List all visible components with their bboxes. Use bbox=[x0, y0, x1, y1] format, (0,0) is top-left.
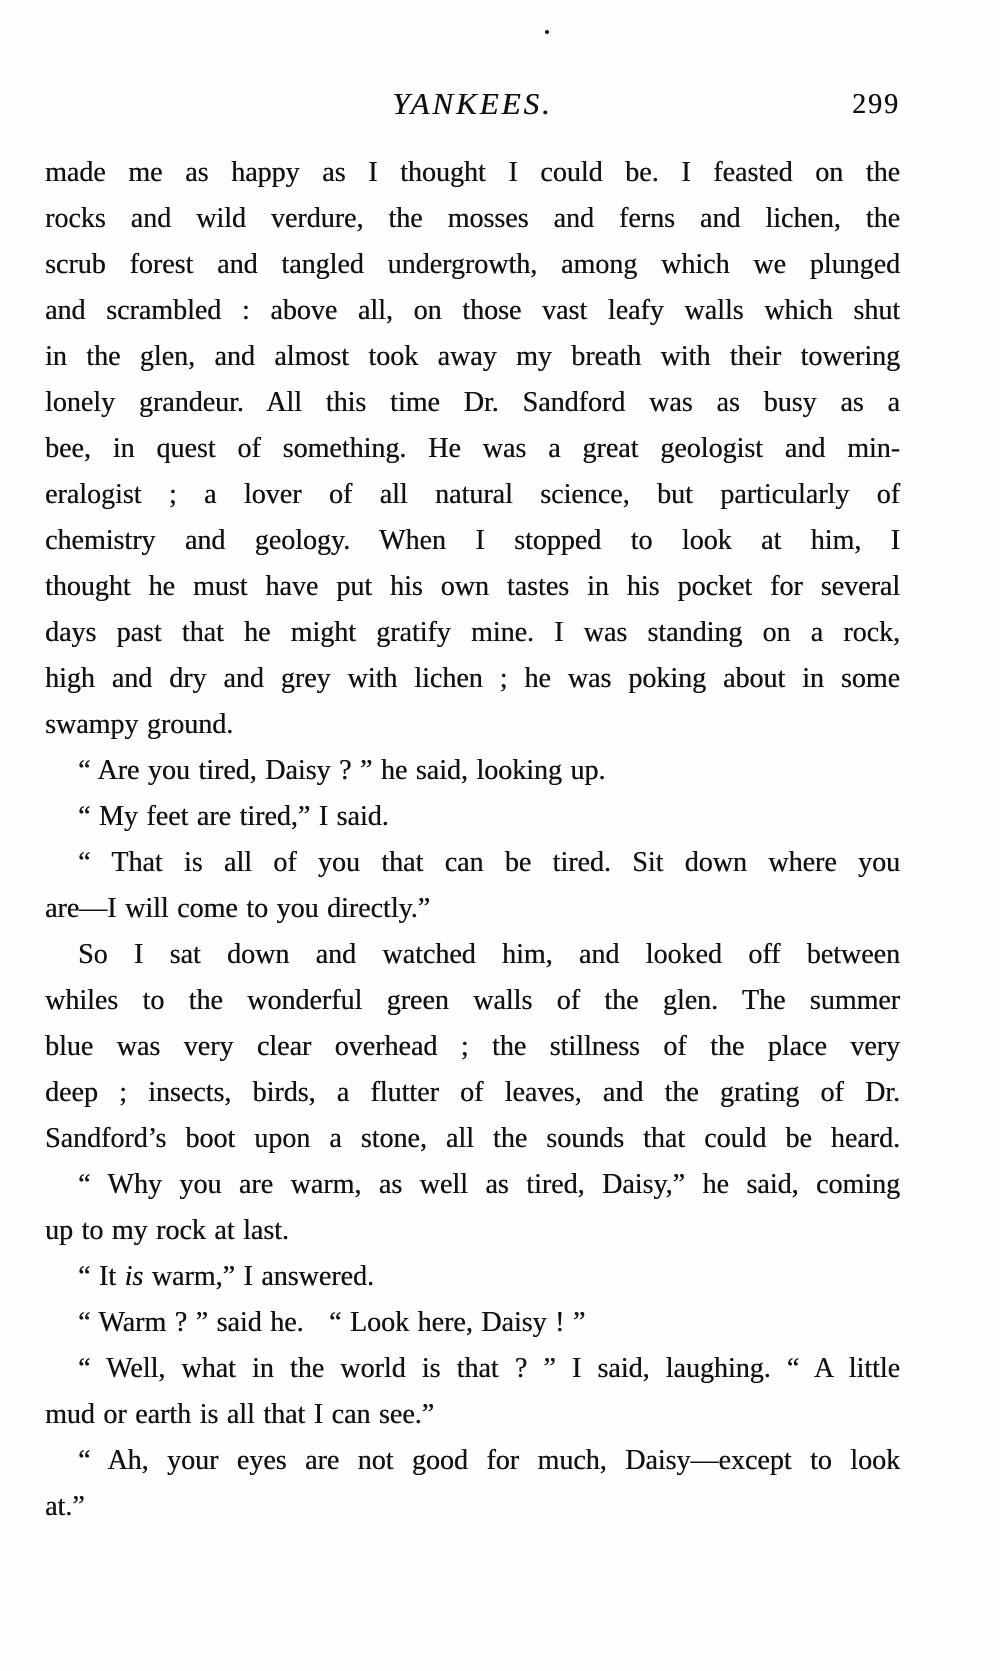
text-line: “ Are you tired, Daisy ? ” he said, looking up. bbox=[78, 755, 606, 786]
text-line: So I sat down and watched him, and looked off between bbox=[78, 939, 900, 970]
text-line: are—I will come to you directly.” bbox=[45, 893, 431, 924]
text-line: “ Warm ? ” said he. “ Look here, Daisy ! ” bbox=[78, 1307, 586, 1338]
text-line: “ Well, what in the world is that ? ” I said, laughing. “ A little bbox=[78, 1353, 900, 1384]
text-line: scrub forest and tangled undergrowth, among which we plunged bbox=[45, 249, 900, 280]
text-line: “ Why you are warm, as well as tired, Daisy,” he said, coming bbox=[78, 1169, 900, 1200]
text-line: chemistry and geology. When I stopped to look at him, I bbox=[45, 525, 900, 556]
running-header-title: YANKEES. bbox=[392, 86, 553, 121]
text-line: whiles to the wonderful green walls of the glen. The summer bbox=[45, 985, 900, 1016]
text-line: swampy ground. bbox=[45, 709, 234, 740]
page-number: 299 bbox=[852, 89, 900, 120]
text-line: high and dry and grey with lichen ; he was poking about in some bbox=[45, 663, 900, 694]
text-line: made me as happy as I thought I could be. I feasted on the bbox=[45, 157, 900, 188]
text-line: Sandford’s boot upon a stone, all the sounds that could be heard. bbox=[45, 1123, 900, 1154]
scan-artifact-dot bbox=[545, 30, 549, 34]
text-line: deep ; insects, birds, a flutter of leaves, and the grating of Dr. bbox=[45, 1077, 900, 1108]
text-line: up to my rock at last. bbox=[45, 1215, 289, 1246]
text-line: “ That is all of you that can be tired. Sit down where you bbox=[78, 847, 900, 878]
text-line: days past that he might gratify mine. I was standing on a rock, bbox=[45, 617, 900, 648]
body-text bbox=[45, 150, 900, 1530]
text-line: “ It is warm,” I answered. bbox=[78, 1261, 374, 1292]
text-line: bee, in quest of something. He was a great geologist and min- bbox=[45, 433, 900, 464]
text-line: thought he must have put his own tastes in his pocket for several bbox=[45, 571, 900, 602]
text-line: at.” bbox=[45, 1491, 85, 1522]
text-line: in the glen, and almost took away my breath with their towering bbox=[45, 341, 900, 372]
running-header bbox=[45, 86, 900, 122]
text-line: “ Ah, your eyes are not good for much, Daisy—except to look bbox=[78, 1445, 900, 1476]
text-line: “ My feet are tired,” I said. bbox=[78, 801, 389, 832]
text-line: mud or earth is all that I can see.” bbox=[45, 1399, 435, 1430]
emphasized-word: is bbox=[124, 1261, 144, 1292]
text-line: lonely grandeur. All this time Dr. Sandford was as busy as a bbox=[45, 387, 900, 418]
text-line: blue was very clear overhead ; the stillness of the place very bbox=[45, 1031, 900, 1062]
text-line: rocks and wild verdure, the mosses and ferns and lichen, the bbox=[45, 203, 900, 234]
text-line: eralogist ; a lover of all natural science, but particularly of bbox=[45, 479, 900, 510]
text-line: and scrambled : above all, on those vast leafy walls which shut bbox=[45, 295, 900, 326]
